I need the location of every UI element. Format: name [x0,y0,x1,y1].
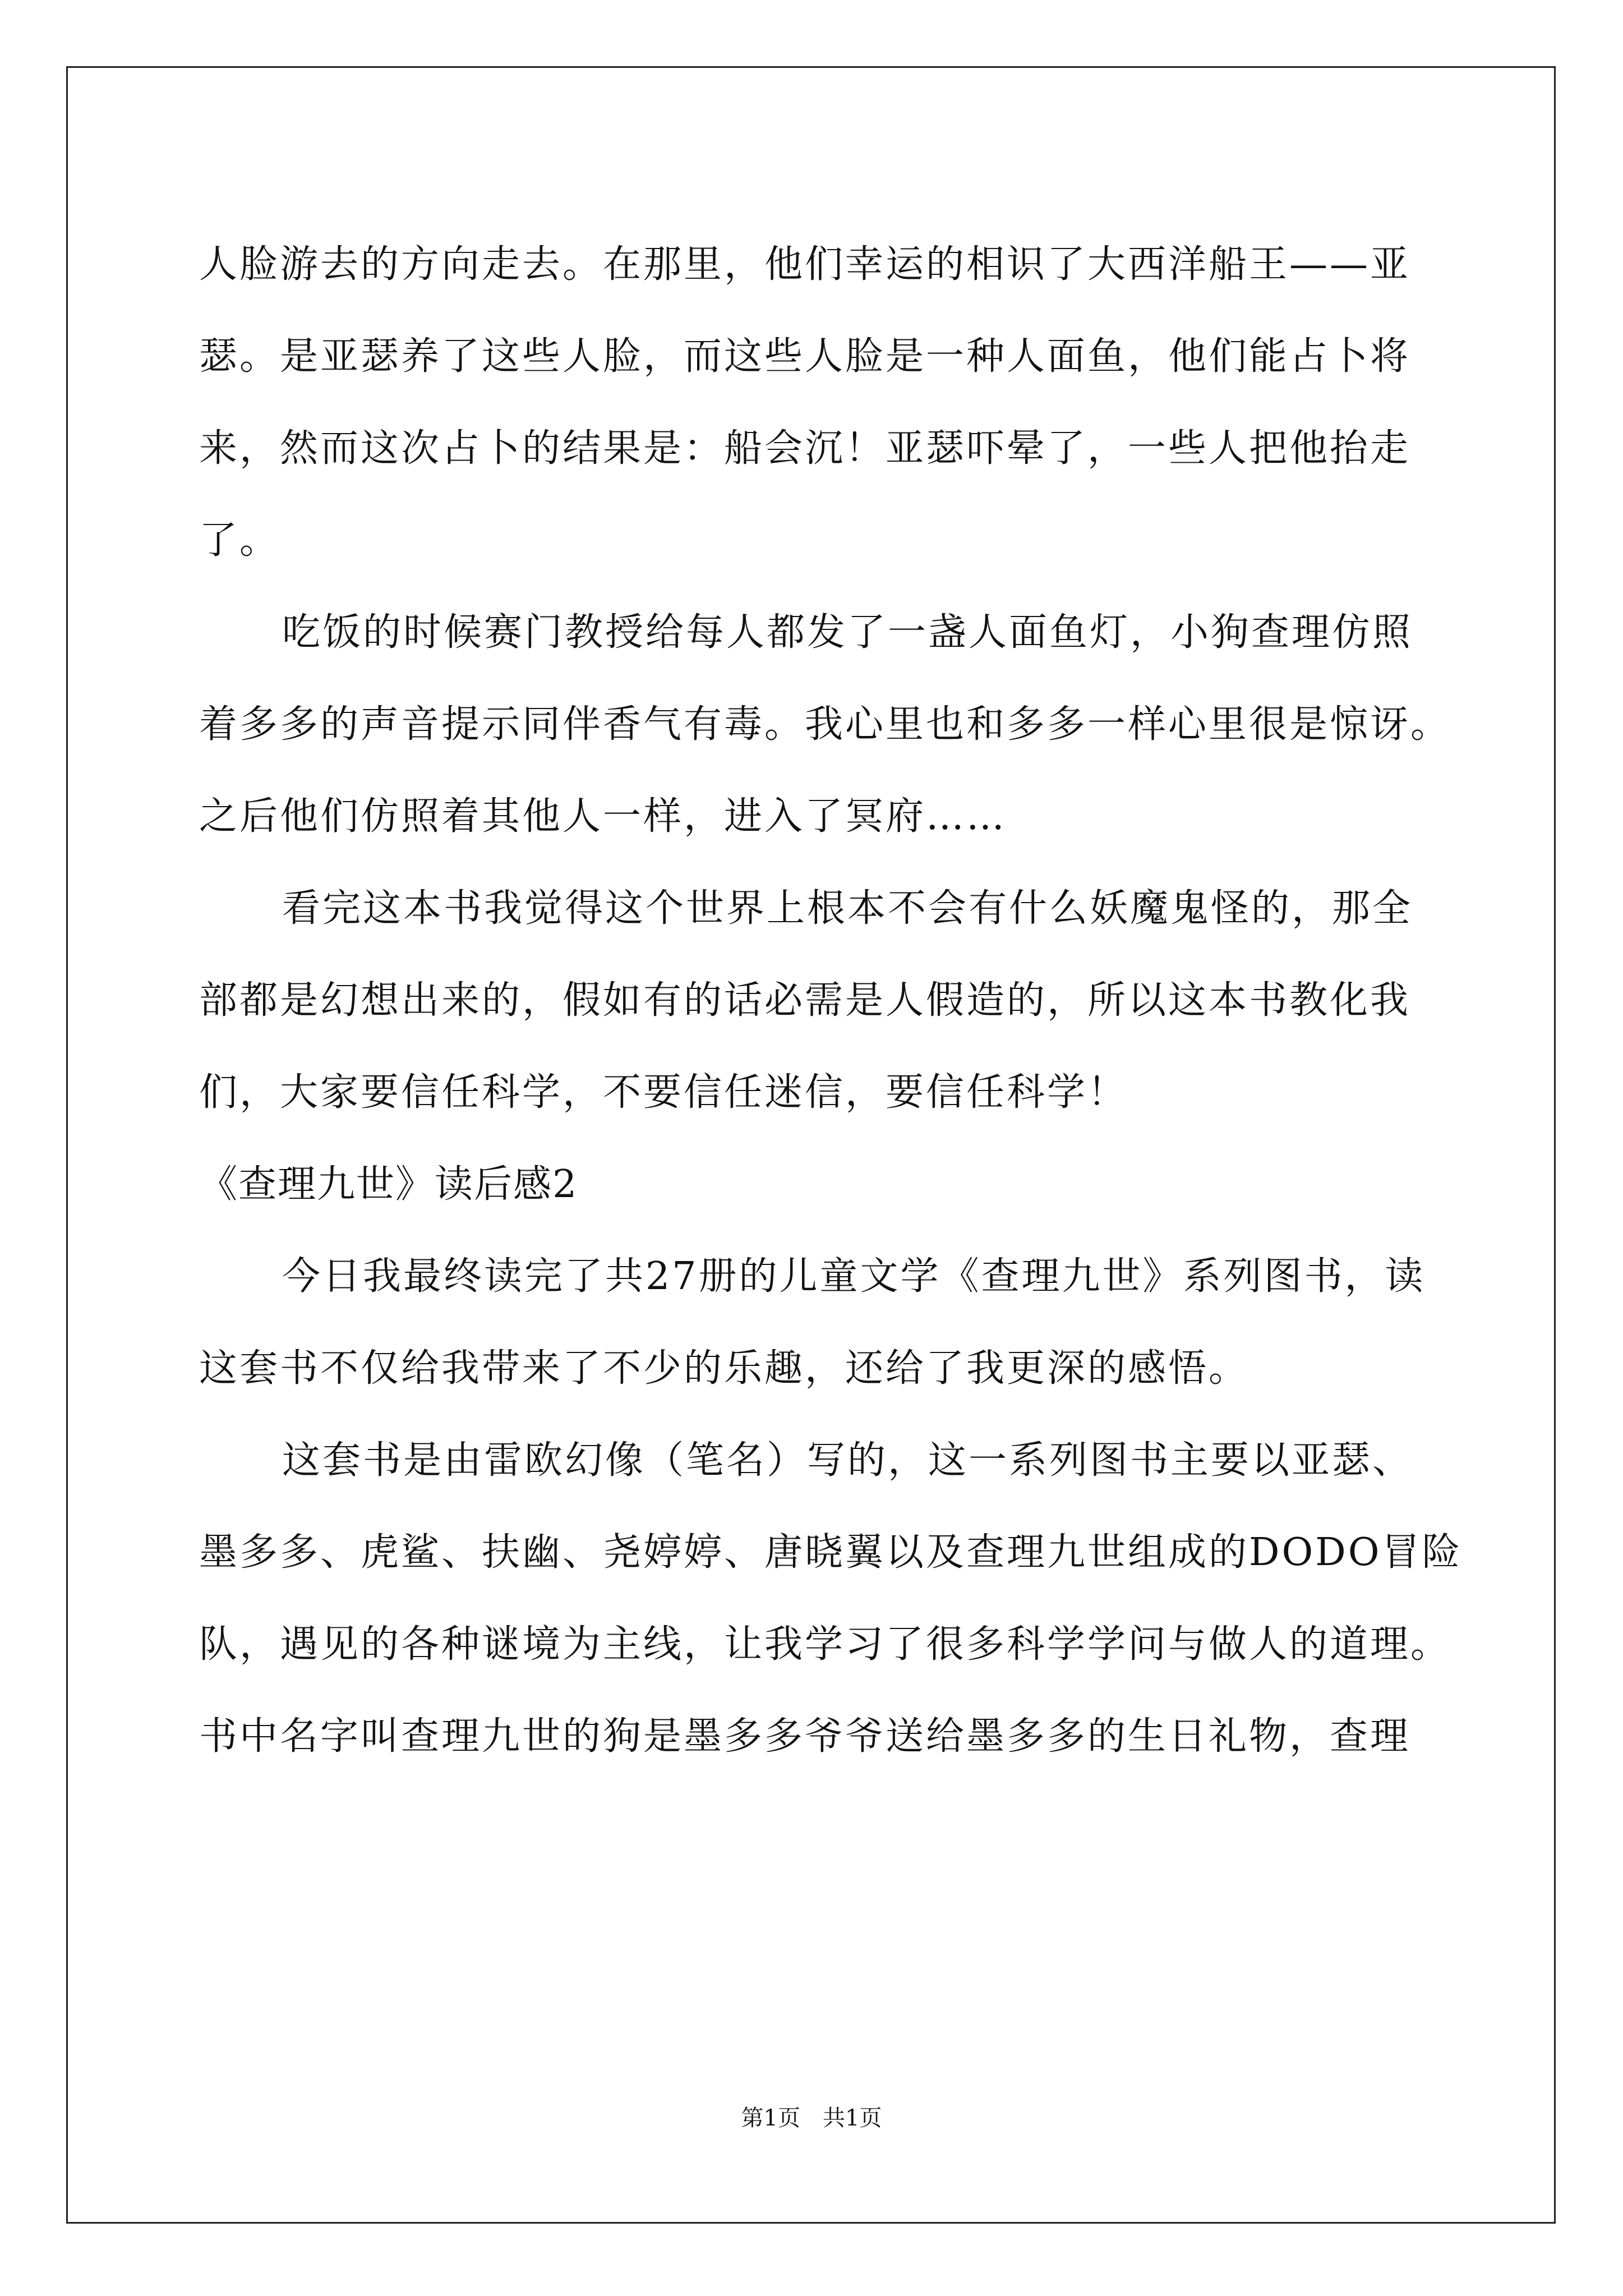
paragraph-first-line: 看完这本书我觉得这个世界上根本不会有什么妖魔鬼怪的，那全 [282,886,1413,931]
text-line: 了。 [199,518,280,563]
text-line: 之后他们仿照着其他人一样，进入了冥府…… [199,794,1007,839]
text-line: 们，大家要信任科学，不要信任迷信，要信任科学！ [199,1070,1128,1115]
text-line: 部都是幻想出来的，假如有的话必需是人假造的，所以这本书教化我 [199,978,1411,1023]
page-total: 共1页 [823,2105,882,2131]
text-line: 书中名字叫查理九世的狗是墨多多爷爷送给墨多多的生日礼物，查理 [199,1714,1411,1759]
paragraph-first-line: 这套书是由雷欧幻像（笔名）写的，这一系列图书主要以亚瑟、 [282,1438,1413,1483]
text-line: 队，遇见的各种谜境为主线，让我学习了很多科学学问与做人的道理。 [199,1622,1451,1667]
page-number: 第1页 [741,2105,800,2131]
text-line: 着多多的声音提示同伴香气有毒。我心里也和多多一样心里很是惊讶。 [199,702,1451,747]
page-footer [0,2105,1623,2132]
paragraph-first-line: 今日我最终读完了共27册的儿童文学《查理九世》系列图书，读 [282,1254,1426,1299]
text-line: 这套书不仅给我带来了不少的乐趣，还给了我更深的感悟。 [199,1346,1249,1391]
text-line: 人脸游去的方向走去。在那里，他们幸运的相识了大西洋船王——亚 [199,242,1411,287]
text-line: 来，然而这次占卜的结果是：船会沉！亚瑟吓晕了，一些人把他抬走 [199,426,1411,471]
document-body [199,219,1463,1783]
text-line: 瑟。是亚瑟养了这些人脸，而这些人脸是一种人面鱼，他们能占卜将 [199,334,1411,379]
paragraph-first-line: 吃饭的时候赛门教授给每人都发了一盏人面鱼灯，小狗查理仿照 [282,610,1413,655]
section-heading: 《查理九世》读后感2 [199,1162,578,1207]
text-line: 墨多多、虎鲨、扶幽、尧婷婷、唐晓翼以及查理九世组成的DODO冒险 [199,1530,1463,1575]
